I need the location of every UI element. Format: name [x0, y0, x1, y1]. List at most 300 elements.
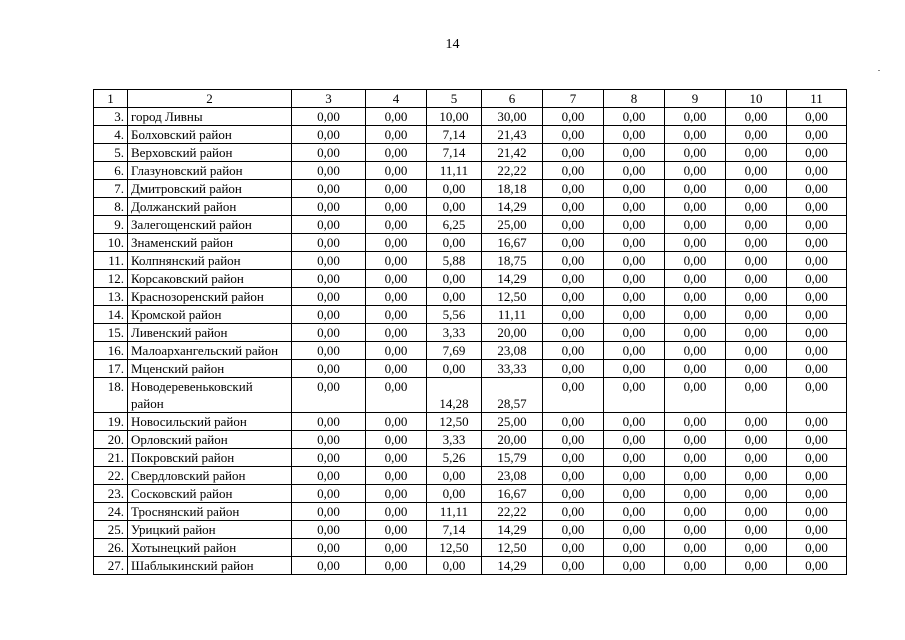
value-cell: 0,00: [543, 467, 604, 485]
value-cell: 0,00: [604, 360, 665, 378]
value-cell: 0,00: [787, 449, 847, 467]
district-name: Новосильский район: [128, 413, 292, 431]
table-row: [94, 360, 847, 378]
value-cell: 0,00: [665, 162, 726, 180]
value-cell: 0,00: [726, 126, 787, 144]
table-row: [94, 342, 847, 360]
value-cell: 0,00: [292, 324, 366, 342]
district-name: Троснянский район: [128, 503, 292, 521]
value-cell: 20,00: [482, 431, 543, 449]
value-cell: 0,00: [726, 270, 787, 288]
header-cell: 11: [787, 90, 847, 108]
value-cell: 0,00: [787, 306, 847, 324]
value-cell: 16,67: [482, 234, 543, 252]
value-cell: 0,00: [604, 539, 665, 557]
value-cell: 0,00: [427, 270, 482, 288]
value-cell: 0,00: [366, 467, 427, 485]
value-cell: 0,00: [787, 144, 847, 162]
district-name: Урицкий район: [128, 521, 292, 539]
value-cell: 0,00: [543, 234, 604, 252]
value-cell: 0,00: [665, 449, 726, 467]
value-cell: 0,00: [543, 162, 604, 180]
value-cell: 0,00: [366, 324, 427, 342]
value-cell: 0,00: [726, 467, 787, 485]
table-row: [94, 413, 847, 431]
value-cell: 23,08: [482, 467, 543, 485]
value-cell: 0,00: [726, 180, 787, 198]
value-cell: 0,00: [292, 503, 366, 521]
table-row: [94, 378, 847, 413]
header-cell: 10: [726, 90, 787, 108]
row-number: 16.: [94, 342, 128, 360]
value-cell: 0,00: [292, 378, 366, 413]
district-name: Корсаковский район: [128, 270, 292, 288]
district-name: Хотынецкий район: [128, 539, 292, 557]
value-cell: 0,00: [292, 449, 366, 467]
value-cell: 0,00: [604, 503, 665, 521]
value-cell: 0,00: [366, 108, 427, 126]
row-number: 25.: [94, 521, 128, 539]
value-cell: 0,00: [366, 503, 427, 521]
value-cell: 0,00: [543, 108, 604, 126]
row-number: 11.: [94, 252, 128, 270]
value-cell: 0,00: [292, 270, 366, 288]
value-cell: 7,14: [427, 521, 482, 539]
value-cell: 0,00: [604, 449, 665, 467]
district-name: Краснозоренский район: [128, 288, 292, 306]
value-cell: 11,11: [427, 503, 482, 521]
value-cell: 0,00: [292, 216, 366, 234]
value-cell: 15,79: [482, 449, 543, 467]
value-cell: 0,00: [665, 288, 726, 306]
table-row: [94, 306, 847, 324]
value-cell: 0,00: [726, 503, 787, 521]
value-cell: 0,00: [726, 198, 787, 216]
value-cell: 0,00: [604, 144, 665, 162]
value-cell: 0,00: [604, 162, 665, 180]
district-name: Болховский район: [128, 126, 292, 144]
value-cell: 30,00: [482, 108, 543, 126]
value-cell: 0,00: [665, 324, 726, 342]
row-number: 10.: [94, 234, 128, 252]
value-cell: 0,00: [665, 503, 726, 521]
header-cell: 3: [292, 90, 366, 108]
table-row: [94, 144, 847, 162]
value-cell: 0,00: [292, 198, 366, 216]
value-cell: 0,00: [787, 252, 847, 270]
value-cell: 0,00: [292, 467, 366, 485]
value-cell: 6,25: [427, 216, 482, 234]
value-cell: 0,00: [604, 467, 665, 485]
value-cell: 0,00: [604, 180, 665, 198]
row-number: 6.: [94, 162, 128, 180]
value-cell: 0,00: [543, 270, 604, 288]
value-cell: 0,00: [604, 342, 665, 360]
value-cell: 0,00: [787, 413, 847, 431]
row-number: 9.: [94, 216, 128, 234]
value-cell: 0,00: [366, 144, 427, 162]
value-cell: 0,00: [292, 288, 366, 306]
value-cell: 0,00: [292, 180, 366, 198]
value-cell: 0,00: [726, 288, 787, 306]
value-cell: 11,11: [427, 162, 482, 180]
value-cell: 0,00: [543, 216, 604, 234]
value-cell: 0,00: [543, 485, 604, 503]
value-cell: 22,22: [482, 162, 543, 180]
value-cell: 0,00: [604, 306, 665, 324]
header-cell: 2: [128, 90, 292, 108]
value-cell: 0,00: [366, 342, 427, 360]
value-cell: 0,00: [543, 503, 604, 521]
value-cell: 0,00: [366, 216, 427, 234]
value-cell: 0,00: [366, 378, 427, 413]
value-cell: 0,00: [665, 557, 726, 575]
value-cell: 0,00: [604, 431, 665, 449]
value-cell: 0,00: [726, 252, 787, 270]
value-cell: 0,00: [787, 503, 847, 521]
value-cell: 23,08: [482, 342, 543, 360]
value-cell: 0,00: [427, 288, 482, 306]
value-cell: 0,00: [604, 198, 665, 216]
value-cell: 0,00: [366, 413, 427, 431]
table-row: [94, 234, 847, 252]
row-number: 21.: [94, 449, 128, 467]
value-cell: 0,00: [726, 108, 787, 126]
value-cell: 0,00: [726, 162, 787, 180]
value-cell: 5,56: [427, 306, 482, 324]
value-cell: 0,00: [292, 162, 366, 180]
district-name: Залегощенский район: [128, 216, 292, 234]
value-cell: 0,00: [787, 180, 847, 198]
value-cell: 0,00: [726, 234, 787, 252]
value-cell: 14,29: [482, 270, 543, 288]
row-number: 19.: [94, 413, 128, 431]
value-cell: 0,00: [787, 324, 847, 342]
value-cell: 0,00: [427, 234, 482, 252]
value-cell: 3,33: [427, 431, 482, 449]
table-row: [94, 324, 847, 342]
value-cell: 0,00: [292, 521, 366, 539]
district-name: город Ливны: [128, 108, 292, 126]
value-cell: 0,00: [366, 485, 427, 503]
value-cell: 0,00: [787, 234, 847, 252]
row-number: 26.: [94, 539, 128, 557]
value-cell: 0,00: [726, 521, 787, 539]
table-row: [94, 180, 847, 198]
district-name: Покровский район: [128, 449, 292, 467]
table-row: [94, 485, 847, 503]
header-cell: 8: [604, 90, 665, 108]
table-row: [94, 503, 847, 521]
value-cell: 33,33: [482, 360, 543, 378]
value-cell: 0,00: [604, 324, 665, 342]
value-cell: 0,00: [366, 162, 427, 180]
value-cell: 0,00: [665, 521, 726, 539]
value-cell: 0,00: [665, 180, 726, 198]
district-name: Свердловский район: [128, 467, 292, 485]
value-cell: 0,00: [787, 108, 847, 126]
value-cell: 0,00: [726, 342, 787, 360]
value-cell: 7,69: [427, 342, 482, 360]
value-cell: 0,00: [292, 108, 366, 126]
value-cell: 20,00: [482, 324, 543, 342]
table-row: [94, 198, 847, 216]
value-cell: 0,00: [427, 557, 482, 575]
value-cell: 3,33: [427, 324, 482, 342]
row-number: 27.: [94, 557, 128, 575]
value-cell: 0,00: [787, 521, 847, 539]
scan-speck: [878, 70, 880, 71]
district-name: Шаблыкинский район: [128, 557, 292, 575]
value-cell: 0,00: [726, 306, 787, 324]
value-cell: 0,00: [604, 126, 665, 144]
value-cell: 0,00: [543, 431, 604, 449]
value-cell: 0,00: [292, 557, 366, 575]
value-cell: 0,00: [604, 234, 665, 252]
row-number: 7.: [94, 180, 128, 198]
value-cell: 0,00: [543, 557, 604, 575]
table-row: [94, 521, 847, 539]
value-cell: 0,00: [787, 270, 847, 288]
value-cell: 0,00: [665, 198, 726, 216]
value-cell: 0,00: [665, 539, 726, 557]
value-cell: 0,00: [665, 413, 726, 431]
value-cell: 0,00: [726, 413, 787, 431]
value-cell: 0,00: [543, 449, 604, 467]
row-number: 22.: [94, 467, 128, 485]
value-cell: 0,00: [366, 360, 427, 378]
value-cell: 0,00: [292, 539, 366, 557]
value-cell: 0,00: [292, 252, 366, 270]
district-name: Должанский район: [128, 198, 292, 216]
district-name: Верховский район: [128, 144, 292, 162]
row-number: 3.: [94, 108, 128, 126]
district-name: Орловский район: [128, 431, 292, 449]
row-number: 24.: [94, 503, 128, 521]
value-cell: 21,42: [482, 144, 543, 162]
row-number: 4.: [94, 126, 128, 144]
value-cell: 0,00: [665, 342, 726, 360]
value-cell: 0,00: [543, 324, 604, 342]
table-row: [94, 126, 847, 144]
value-cell: 0,00: [543, 198, 604, 216]
value-cell: 12,50: [482, 539, 543, 557]
value-cell: 0,00: [665, 270, 726, 288]
data-table: [93, 89, 847, 575]
value-cell: 0,00: [292, 306, 366, 324]
district-name: Мценский район: [128, 360, 292, 378]
value-cell: 14,29: [482, 521, 543, 539]
value-cell: 0,00: [665, 378, 726, 413]
value-cell: 0,00: [604, 252, 665, 270]
table-row: [94, 431, 847, 449]
value-cell: 0,00: [665, 485, 726, 503]
value-cell: 25,00: [482, 216, 543, 234]
value-cell: 0,00: [726, 144, 787, 162]
value-cell: 18,18: [482, 180, 543, 198]
district-name: Ливенский район: [128, 324, 292, 342]
district-name: Кромской район: [128, 306, 292, 324]
table-row: [94, 252, 847, 270]
value-cell: 0,00: [604, 413, 665, 431]
value-cell: 0,00: [292, 234, 366, 252]
value-cell: 0,00: [665, 126, 726, 144]
value-cell: 0,00: [543, 144, 604, 162]
value-cell: 0,00: [726, 485, 787, 503]
value-cell: 5,88: [427, 252, 482, 270]
value-cell: 0,00: [787, 288, 847, 306]
value-cell: 0,00: [543, 126, 604, 144]
row-number: 14.: [94, 306, 128, 324]
value-cell: 0,00: [787, 360, 847, 378]
value-cell: 0,00: [543, 288, 604, 306]
table-row: [94, 539, 847, 557]
value-cell: 14,28: [427, 378, 482, 413]
value-cell: 0,00: [543, 342, 604, 360]
value-cell: 0,00: [604, 378, 665, 413]
header-row: [94, 90, 847, 108]
value-cell: 0,00: [726, 449, 787, 467]
table-row: [94, 216, 847, 234]
value-cell: 18,75: [482, 252, 543, 270]
value-cell: 21,43: [482, 126, 543, 144]
value-cell: 0,00: [787, 216, 847, 234]
value-cell: 0,00: [543, 413, 604, 431]
value-cell: 0,00: [366, 557, 427, 575]
district-name: Знаменский район: [128, 234, 292, 252]
value-cell: 12,50: [427, 413, 482, 431]
value-cell: 0,00: [726, 539, 787, 557]
table-row: [94, 270, 847, 288]
value-cell: 0,00: [665, 306, 726, 324]
value-cell: 0,00: [604, 557, 665, 575]
value-cell: 7,14: [427, 126, 482, 144]
value-cell: 0,00: [366, 288, 427, 306]
value-cell: 0,00: [366, 306, 427, 324]
value-cell: 14,29: [482, 198, 543, 216]
value-cell: 11,11: [482, 306, 543, 324]
table-row: [94, 557, 847, 575]
value-cell: 0,00: [726, 378, 787, 413]
value-cell: 0,00: [366, 252, 427, 270]
value-cell: 0,00: [787, 342, 847, 360]
value-cell: 0,00: [787, 431, 847, 449]
value-cell: 0,00: [292, 126, 366, 144]
district-name: Глазуновский район: [128, 162, 292, 180]
district-name: Малоархангельский район: [128, 342, 292, 360]
value-cell: 0,00: [366, 539, 427, 557]
value-cell: 0,00: [665, 431, 726, 449]
row-number: 5.: [94, 144, 128, 162]
value-cell: 0,00: [292, 360, 366, 378]
value-cell: 0,00: [366, 234, 427, 252]
value-cell: 0,00: [726, 360, 787, 378]
table-row: [94, 108, 847, 126]
value-cell: 0,00: [665, 252, 726, 270]
value-cell: 0,00: [427, 180, 482, 198]
district-name: Сосковский район: [128, 485, 292, 503]
value-cell: 0,00: [366, 270, 427, 288]
value-cell: 0,00: [543, 539, 604, 557]
value-cell: 0,00: [427, 485, 482, 503]
value-cell: 0,00: [787, 467, 847, 485]
value-cell: 0,00: [366, 198, 427, 216]
value-cell: 16,67: [482, 485, 543, 503]
value-cell: 0,00: [604, 485, 665, 503]
value-cell: 0,00: [543, 306, 604, 324]
table-row: [94, 449, 847, 467]
value-cell: 25,00: [482, 413, 543, 431]
value-cell: 0,00: [543, 521, 604, 539]
value-cell: 0,00: [366, 126, 427, 144]
table-row: [94, 162, 847, 180]
value-cell: 12,50: [482, 288, 543, 306]
district-name: Колпнянский район: [128, 252, 292, 270]
value-cell: 0,00: [292, 144, 366, 162]
value-cell: 0,00: [543, 360, 604, 378]
value-cell: 0,00: [665, 216, 726, 234]
value-cell: 0,00: [787, 126, 847, 144]
value-cell: 0,00: [604, 108, 665, 126]
table-row: [94, 288, 847, 306]
table-body: [94, 90, 847, 575]
value-cell: 0,00: [787, 557, 847, 575]
row-number: 15.: [94, 324, 128, 342]
value-cell: 0,00: [726, 557, 787, 575]
value-cell: 0,00: [787, 378, 847, 413]
header-cell: 6: [482, 90, 543, 108]
table-row: [94, 467, 847, 485]
value-cell: 10,00: [427, 108, 482, 126]
value-cell: 0,00: [292, 413, 366, 431]
value-cell: 0,00: [292, 485, 366, 503]
value-cell: 0,00: [427, 198, 482, 216]
header-cell: 5: [427, 90, 482, 108]
value-cell: 7,14: [427, 144, 482, 162]
value-cell: 0,00: [665, 144, 726, 162]
row-number: 12.: [94, 270, 128, 288]
value-cell: 0,00: [427, 360, 482, 378]
row-number: 20.: [94, 431, 128, 449]
value-cell: 0,00: [604, 270, 665, 288]
value-cell: 0,00: [787, 198, 847, 216]
value-cell: 0,00: [427, 467, 482, 485]
value-cell: 0,00: [543, 180, 604, 198]
value-cell: 28,57: [482, 378, 543, 413]
value-cell: 0,00: [665, 108, 726, 126]
value-cell: 0,00: [366, 521, 427, 539]
header-cell: 9: [665, 90, 726, 108]
value-cell: 14,29: [482, 557, 543, 575]
value-cell: 0,00: [726, 216, 787, 234]
row-number: 18.: [94, 378, 128, 413]
row-number: 8.: [94, 198, 128, 216]
value-cell: 0,00: [787, 162, 847, 180]
value-cell: 0,00: [665, 467, 726, 485]
value-cell: 5,26: [427, 449, 482, 467]
value-cell: 0,00: [543, 378, 604, 413]
value-cell: 0,00: [604, 521, 665, 539]
row-number: 13.: [94, 288, 128, 306]
value-cell: 22,22: [482, 503, 543, 521]
value-cell: 12,50: [427, 539, 482, 557]
value-cell: 0,00: [604, 216, 665, 234]
value-cell: 0,00: [726, 324, 787, 342]
value-cell: 0,00: [366, 431, 427, 449]
value-cell: 0,00: [604, 288, 665, 306]
header-cell: 1: [94, 90, 128, 108]
header-cell: 4: [366, 90, 427, 108]
